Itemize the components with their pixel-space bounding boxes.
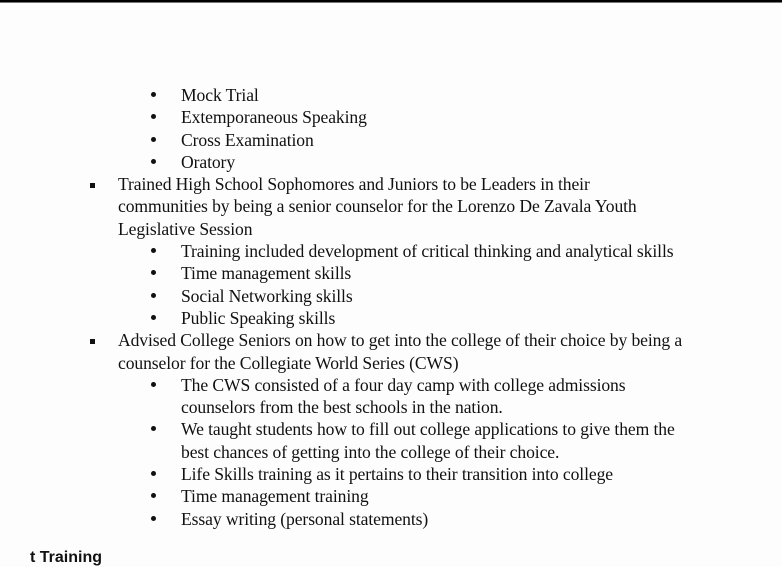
list-item <box>0 418 782 440</box>
page-top-rule <box>0 0 782 3</box>
list-item-text: Time management skills <box>181 263 352 284</box>
round-bullet-icon <box>151 159 156 164</box>
list-item-text: The CWS consisted of a four day camp with college admissions <box>181 374 626 395</box>
list-item-text: Extemporaneous Speaking <box>181 107 367 128</box>
round-bullet-icon <box>151 382 156 387</box>
list-item-text: Mock Trial <box>181 85 259 105</box>
list-item <box>0 84 782 106</box>
round-bullet-icon <box>151 293 156 298</box>
list-item-line <box>0 329 782 351</box>
list-item-text: Legislative Session <box>118 218 253 239</box>
round-bullet-icon <box>151 270 156 275</box>
next-section-heading-partial: t Training <box>30 549 102 566</box>
list-item <box>0 508 782 530</box>
round-bullet-icon <box>151 315 156 320</box>
list-item <box>0 129 782 151</box>
list-item <box>0 285 782 307</box>
list-item-line <box>0 352 782 374</box>
list-item-text: Public Speaking skills <box>181 307 336 328</box>
list-item-text: Life Skills training as it pertains to their transition into college <box>181 464 613 485</box>
list-item <box>0 485 782 507</box>
list-item <box>0 106 782 128</box>
list-item-text: communities by being a senior counselor for the Lorenzo De Zavala Youth <box>118 196 637 217</box>
list-item-continuation <box>0 396 782 418</box>
list-item-text: Oratory <box>181 151 236 172</box>
list-item-text: Essay writing (personal statements) <box>181 508 429 529</box>
list-item-text: counselors from the best schools in the nation. <box>181 397 503 418</box>
list-item-text: Social Networking skills <box>181 285 353 306</box>
list-item-line <box>0 195 782 217</box>
round-bullet-icon <box>151 248 156 253</box>
list-item-text: Time management training <box>181 486 369 507</box>
list-item-text: Cross Examination <box>181 129 314 150</box>
list-item-line <box>0 173 782 195</box>
square-bullet-icon <box>90 339 95 344</box>
list-item <box>0 151 782 173</box>
round-bullet-icon <box>151 426 156 431</box>
round-bullet-icon <box>151 114 156 119</box>
round-bullet-icon <box>151 471 156 476</box>
bullet-collegiate-world-series <box>0 329 782 530</box>
list-item-text: Advised College Seniors on how to get into the college of their choice by being a <box>118 330 683 351</box>
list-item <box>0 374 782 396</box>
list-item-text: Training included development of critical thinking and analytical skills <box>181 241 674 262</box>
list-item <box>0 262 782 284</box>
square-bullet-icon <box>90 183 95 188</box>
list-item-continuation <box>0 441 782 463</box>
list-item-text: counselor for the Collegiate World Series (CWS) <box>118 352 459 373</box>
document-body <box>0 84 782 530</box>
round-bullet-icon <box>151 516 156 521</box>
list-item-text: best chances of getting into the college of their choice. <box>181 441 560 462</box>
sublist-debate-events <box>0 84 782 173</box>
list-item-line <box>0 218 782 240</box>
list-item <box>0 307 782 329</box>
round-bullet-icon <box>151 493 156 498</box>
list-item <box>0 463 782 485</box>
round-bullet-icon <box>151 92 156 97</box>
round-bullet-icon <box>151 137 156 142</box>
list-item <box>0 240 782 262</box>
list-item-text: Trained High School Sophomores and Juniors to be Leaders in their <box>118 174 590 195</box>
bullet-youth-legislative-session <box>0 173 782 329</box>
list-item-text: We taught students how to fill out college applications to give them the <box>181 419 675 440</box>
